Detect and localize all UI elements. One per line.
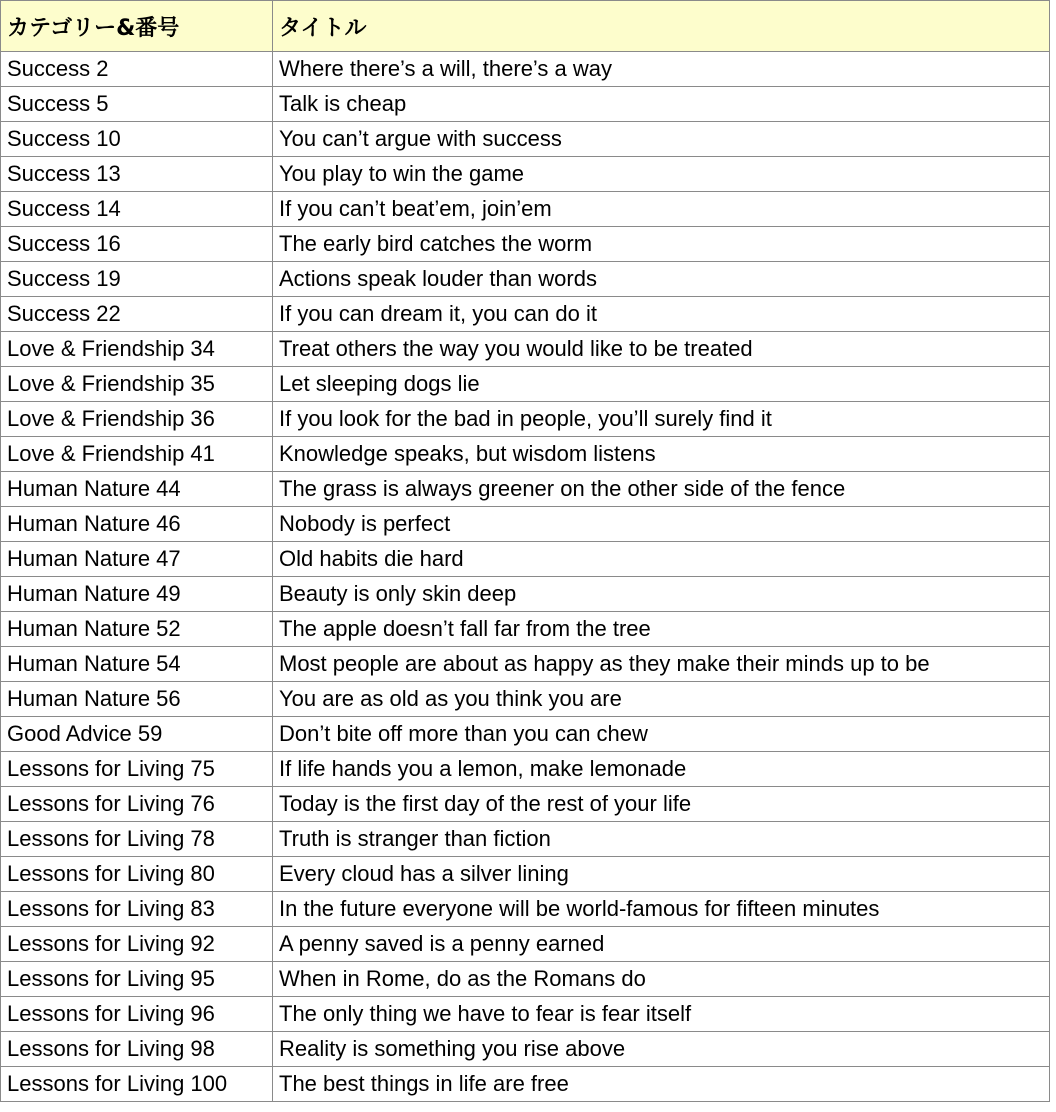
category-cell: Success 22 [1,297,273,332]
category-cell: Love & Friendship 35 [1,367,273,402]
table-row [1,437,1050,472]
table-row [1,787,1050,822]
table-row [1,262,1050,297]
category-cell: Success 13 [1,157,273,192]
table-body [1,52,1050,1102]
table-row [1,367,1050,402]
table-row [1,752,1050,787]
category-cell: Lessons for Living 75 [1,752,273,787]
title-cell: Most people are about as happy as they make their minds up to be [273,647,1050,682]
title-cell: Old habits die hard [273,542,1050,577]
title-cell: The apple doesn’t fall far from the tree [273,612,1050,647]
table-row [1,892,1050,927]
category-cell: Success 19 [1,262,273,297]
category-cell: Human Nature 44 [1,472,273,507]
table-row [1,997,1050,1032]
category-cell: Lessons for Living 76 [1,787,273,822]
title-cell: In the future everyone will be world-famous for fifteen minutes [273,892,1050,927]
category-cell: Lessons for Living 83 [1,892,273,927]
category-cell: Lessons for Living 96 [1,997,273,1032]
title-cell: The best things in life are free [273,1067,1050,1102]
title-cell: Let sleeping dogs lie [273,367,1050,402]
title-cell: You can’t argue with success [273,122,1050,157]
category-cell: Love & Friendship 41 [1,437,273,472]
category-cell: Lessons for Living 100 [1,1067,273,1102]
category-cell: Lessons for Living 95 [1,962,273,997]
title-cell: If you can’t beat’em, join’em [273,192,1050,227]
title-cell: Where there’s a will, there’s a way [273,52,1050,87]
table-row [1,402,1050,437]
title-cell: Reality is something you rise above [273,1032,1050,1067]
header-row [1,1,1050,52]
title-cell: The grass is always greener on the other side of the fence [273,472,1050,507]
title-cell: Actions speak louder than words [273,262,1050,297]
title-cell: The only thing we have to fear is fear itself [273,997,1050,1032]
title-cell: Treat others the way you would like to be treated [273,332,1050,367]
table-row [1,822,1050,857]
table-row [1,472,1050,507]
table-row [1,857,1050,892]
category-cell: Success 10 [1,122,273,157]
title-cell: Every cloud has a silver lining [273,857,1050,892]
title-cell: If life hands you a lemon, make lemonade [273,752,1050,787]
column-header-category-number: カテゴリー&番号 [1,1,273,52]
title-cell: A penny saved is a penny earned [273,927,1050,962]
title-cell: The early bird catches the worm [273,227,1050,262]
table-row [1,1067,1050,1102]
category-cell: Human Nature 47 [1,542,273,577]
table-row [1,612,1050,647]
table-row [1,122,1050,157]
table-row [1,192,1050,227]
category-cell: Lessons for Living 92 [1,927,273,962]
category-cell: Lessons for Living 80 [1,857,273,892]
category-cell: Success 5 [1,87,273,122]
title-cell: Today is the first day of the rest of your life [273,787,1050,822]
category-cell: Human Nature 56 [1,682,273,717]
category-cell: Human Nature 46 [1,507,273,542]
category-cell: Success 2 [1,52,273,87]
table-row [1,87,1050,122]
table-row [1,927,1050,962]
title-cell: You play to win the game [273,157,1050,192]
title-cell: Beauty is only skin deep [273,577,1050,612]
category-cell: Success 14 [1,192,273,227]
table-row [1,332,1050,367]
title-cell: Talk is cheap [273,87,1050,122]
table-row [1,52,1050,87]
category-cell: Human Nature 52 [1,612,273,647]
category-cell: Lessons for Living 98 [1,1032,273,1067]
category-cell: Human Nature 54 [1,647,273,682]
table-row [1,507,1050,542]
table-row [1,682,1050,717]
table-row [1,647,1050,682]
title-cell: Don’t bite off more than you can chew [273,717,1050,752]
table-row [1,717,1050,752]
table-row [1,1032,1050,1067]
category-cell: Success 16 [1,227,273,262]
category-cell: Good Advice 59 [1,717,273,752]
table-row [1,577,1050,612]
category-cell: Lessons for Living 78 [1,822,273,857]
table-row [1,227,1050,262]
table-row [1,962,1050,997]
title-cell: You are as old as you think you are [273,682,1050,717]
category-cell: Love & Friendship 36 [1,402,273,437]
title-cell: Nobody is perfect [273,507,1050,542]
table-row [1,157,1050,192]
title-cell: Truth is stranger than fiction [273,822,1050,857]
table-row [1,297,1050,332]
title-cell: When in Rome, do as the Romans do [273,962,1050,997]
title-cell: Knowledge speaks, but wisdom listens [273,437,1050,472]
table-row [1,542,1050,577]
title-cell: If you look for the bad in people, you’ll surely find it [273,402,1050,437]
title-cell: If you can dream it, you can do it [273,297,1050,332]
category-cell: Human Nature 49 [1,577,273,612]
category-cell: Love & Friendship 34 [1,332,273,367]
column-header-title: タイトル [273,1,1050,52]
